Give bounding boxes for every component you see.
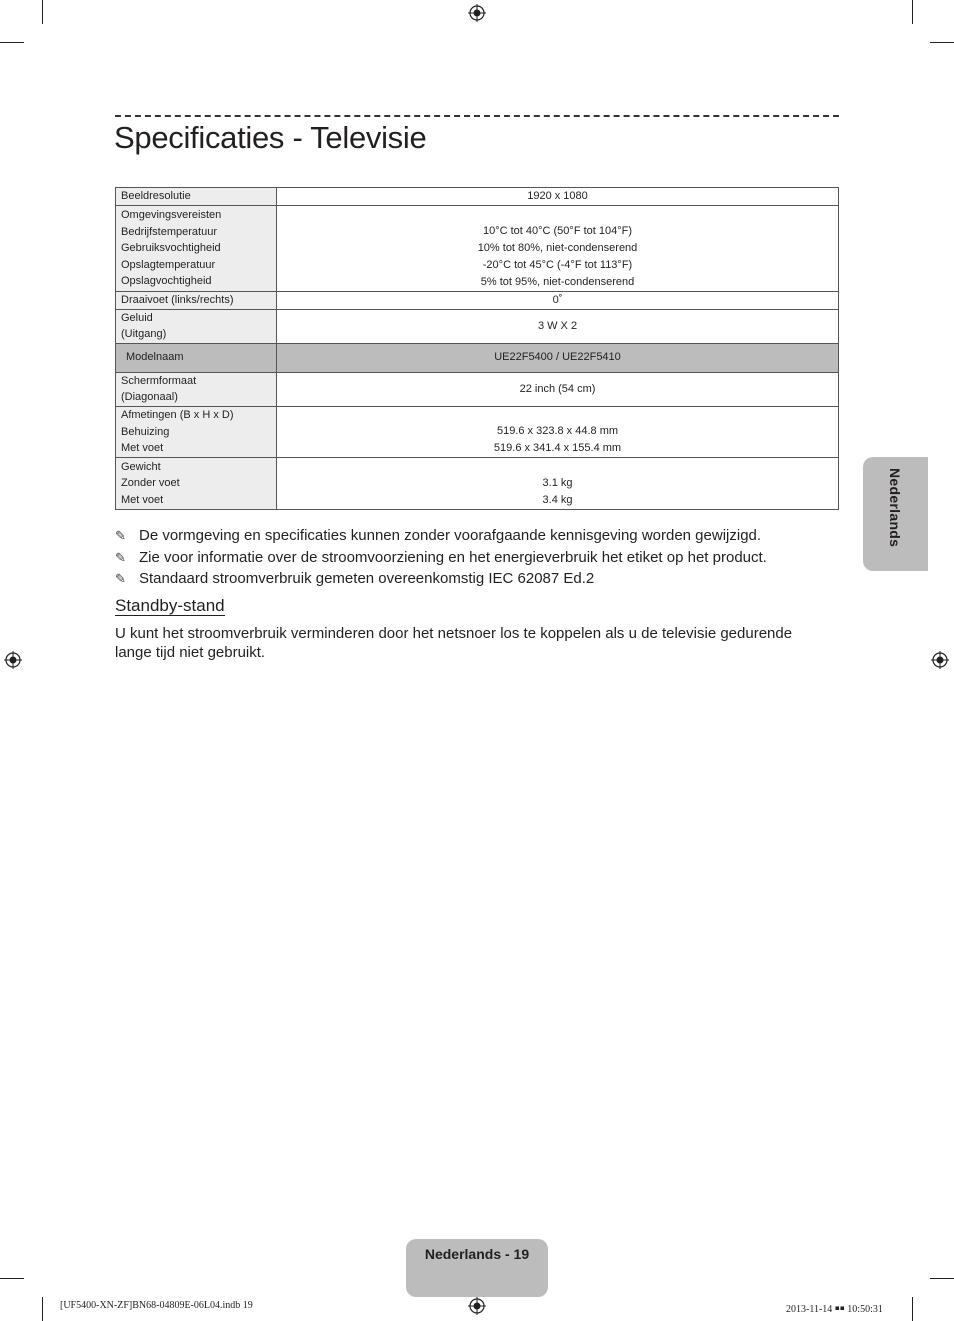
note-text: De vormgeving en specificaties kunnen zonder voorafgaande kennisgeving worden gewijzigd. <box>139 527 762 544</box>
spec-value-line: 0˚ <box>552 293 563 306</box>
spec-value-line: 22 inch (54 cm) <box>519 382 596 395</box>
spec-value-line: 5% tot 95%, niet-condenserend <box>480 275 635 288</box>
section-heading: Standby-stand <box>115 596 225 615</box>
spec-row <box>116 458 839 510</box>
spec-value-line: -20°C tot 45°C (-4°F tot 113°F) <box>482 258 633 271</box>
notes-list <box>115 525 767 590</box>
crop-mark <box>0 1278 24 1279</box>
spec-label <box>116 309 277 343</box>
note-item <box>115 547 767 569</box>
pencil-note-icon: ✎ <box>115 549 126 565</box>
spec-row <box>116 291 839 309</box>
spec-label-line: Modelnaam <box>126 351 184 364</box>
note-text: Zie voor informatie over de stroomvoorziening en het energieverbruik het etiket op het product. <box>139 548 767 566</box>
spec-row <box>116 343 839 372</box>
registration-mark-icon <box>931 651 949 669</box>
spec-label-line: Omgevingsvereisten <box>121 209 222 221</box>
page-number-label: Nederlands - 19 <box>424 1246 530 1262</box>
spec-value-line: 519.6 x 341.4 x 155.4 mm <box>493 442 622 454</box>
spec-label <box>116 458 277 510</box>
spec-value <box>277 291 839 309</box>
spec-label-line: Geluid <box>121 311 153 324</box>
spec-label-line: Gebruiksvochtigheid <box>121 242 221 254</box>
spec-row <box>116 309 839 343</box>
spacer <box>277 407 838 424</box>
print-slug-left: [UF5400-XN-ZF]BN68-04809E-06L04.indb 19 <box>60 1300 253 1311</box>
spec-label-line: (Diagonaal) <box>121 391 178 403</box>
spec-label-line: Gewicht <box>121 460 161 473</box>
print-slug-right: 2013-11-14 ￭￭ 10:50:31 <box>786 1304 883 1315</box>
spec-label <box>116 406 277 458</box>
spec-value-line: 3 W X 2 <box>537 319 578 332</box>
spec-label-line: Schermformaat <box>121 374 197 387</box>
section-paragraph: U kunt het stroomverbruik verminderen door het netsnoer los te koppelen als u de televisie gedurende lange tijd niet gebruikt. <box>115 625 793 661</box>
spec-value <box>277 406 839 458</box>
spec-label <box>116 343 277 372</box>
spec-value-line: 1920 x 1080 <box>527 190 588 202</box>
crop-mark <box>42 0 43 24</box>
spec-value-line: 519.6 x 323.8 x 44.8 mm <box>496 425 619 437</box>
crop-mark <box>0 42 24 43</box>
registration-mark-icon <box>468 4 486 22</box>
spec-label <box>116 188 277 206</box>
spec-row <box>116 406 839 458</box>
spec-value-line: 3.4 kg <box>542 493 573 506</box>
spec-row <box>116 372 839 406</box>
spec-value-line: 10% tot 80%, niet-condenserend <box>477 241 638 254</box>
spec-value-line: UE22F5400 / UE22F5410 <box>494 351 621 363</box>
spec-value <box>277 188 839 206</box>
crop-mark <box>912 0 913 24</box>
note-item <box>115 568 767 590</box>
note-item <box>115 525 767 547</box>
spec-label <box>116 291 277 309</box>
spec-value <box>277 343 839 372</box>
spec-label-line: Draaivoet (links/rechts) <box>121 293 234 306</box>
spec-label-line: Bedrijfstemperatuur <box>121 225 217 238</box>
spec-label-line: Zonder voet <box>121 477 180 489</box>
spec-label-line: (Uitgang) <box>121 328 167 340</box>
spec-label-line: Opslagtemperatuur <box>121 258 216 271</box>
registration-mark-icon <box>4 651 22 669</box>
spec-label-line: Afmetingen (B x H x D) <box>121 409 234 421</box>
language-side-tab-label: Nederlands <box>887 468 903 548</box>
spec-value <box>277 372 839 406</box>
registration-mark-icon <box>468 1297 486 1315</box>
spec-label <box>116 206 277 292</box>
spec-label <box>116 372 277 406</box>
page-title: Specificaties - Televisie <box>114 120 427 155</box>
note-text: Standaard stroomverbruik gemeten overeenkomstig IEC 62087 Ed.2 <box>139 570 595 587</box>
spec-label-line: Beeldresolutie <box>121 190 191 203</box>
spec-value <box>277 206 839 292</box>
spec-label-line: Met voet <box>121 493 164 506</box>
pencil-note-icon: ✎ <box>115 528 126 543</box>
spec-value <box>277 458 839 510</box>
spec-row <box>116 206 839 292</box>
spacer <box>277 206 838 223</box>
spec-row <box>116 188 839 206</box>
spec-table <box>115 187 839 510</box>
spec-value-line: 10°C tot 40°C (50°F tot 104°F) <box>482 224 633 237</box>
pencil-note-icon: ✎ <box>115 571 126 586</box>
spec-label-line: Met voet <box>121 442 164 454</box>
crop-mark <box>912 1297 913 1321</box>
spec-label-line: Behuizing <box>121 425 170 438</box>
crop-mark <box>930 1278 954 1279</box>
crop-mark <box>930 42 954 43</box>
spacer <box>277 458 838 475</box>
spec-label-line: Opslagvochtigheid <box>121 275 212 287</box>
spec-value <box>277 309 839 343</box>
title-rule <box>115 115 839 117</box>
crop-mark <box>42 1297 43 1321</box>
spec-value-line: 3.1 kg <box>542 476 573 489</box>
